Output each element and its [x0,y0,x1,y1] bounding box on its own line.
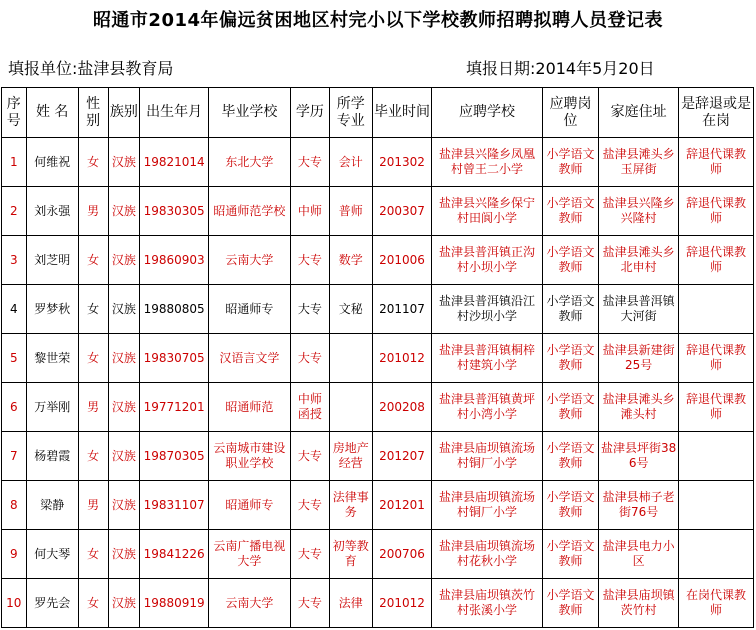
table-row [2,579,754,628]
cell-school: 昭通师范学校 [208,187,290,236]
cell-post: 小学语文教师 [542,432,598,481]
cell-apply: 盐津县普洱镇桐梓村建筑小学 [432,334,543,383]
cell-grad: 200208 [372,383,431,432]
cell-status [679,285,754,334]
cell-ethnic: 汉族 [108,481,140,530]
header-edu: 学历 [290,88,329,138]
cell-addr: 盐津县新建街25号 [599,334,679,383]
cell-status [679,530,754,579]
cell-no: 3 [2,236,27,285]
cell-school: 汉语言文学 [208,334,290,383]
cell-major: 文秘 [329,285,372,334]
recruitment-table [1,87,754,628]
cell-birth: 19830305 [140,187,209,236]
cell-ethnic: 汉族 [108,383,140,432]
cell-addr: 盐津县电力小区 [599,530,679,579]
cell-name: 杨碧霞 [26,432,78,481]
cell-sex: 男 [78,187,108,236]
cell-apply: 盐津县兴隆乡保宁村田阆小学 [432,187,543,236]
cell-name: 刘芝明 [26,236,78,285]
cell-no: 5 [2,334,27,383]
table-row [2,187,754,236]
cell-major: 初等教育 [329,530,372,579]
cell-school: 昭通师专 [208,481,290,530]
cell-grad: 201012 [372,334,431,383]
cell-birth: 19880805 [140,285,209,334]
cell-birth: 19841226 [140,530,209,579]
cell-birth: 19860903 [140,236,209,285]
header-no: 序号 [2,88,27,138]
cell-sex: 女 [78,530,108,579]
cell-sex: 男 [78,481,108,530]
cell-name: 刘永强 [26,187,78,236]
cell-birth: 19821014 [140,138,209,187]
cell-edu: 大专 [290,138,329,187]
cell-post: 小学语文教师 [542,285,598,334]
cell-ethnic: 汉族 [108,432,140,481]
cell-edu: 大专 [290,334,329,383]
cell-name: 罗先会 [26,579,78,628]
cell-edu: 中师函授 [290,383,329,432]
cell-name: 黎世荣 [26,334,78,383]
cell-status: 在岗代课教师 [679,579,754,628]
cell-status: 辞退代课教师 [679,187,754,236]
cell-apply: 盐津县普洱镇沿江村沙坝小学 [432,285,543,334]
cell-no: 8 [2,481,27,530]
cell-addr: 盐津县兴隆乡兴隆村 [599,187,679,236]
cell-apply: 盐津县庙坝镇流场村铜厂小学 [432,432,543,481]
table-row [2,285,754,334]
cell-grad: 201207 [372,432,431,481]
cell-major: 数学 [329,236,372,285]
cell-birth: 19830705 [140,334,209,383]
cell-post: 小学语文教师 [542,481,598,530]
cell-major: 会计 [329,138,372,187]
cell-ethnic: 汉族 [108,187,140,236]
cell-sex: 女 [78,138,108,187]
cell-status: 辞退代课教师 [679,236,754,285]
cell-post: 小学语文教师 [542,138,598,187]
cell-school: 云南大学 [208,579,290,628]
cell-school: 东北大学 [208,138,290,187]
cell-sex: 女 [78,285,108,334]
cell-ethnic: 汉族 [108,530,140,579]
cell-grad: 201107 [372,285,431,334]
header-name: 姓 名 [26,88,78,138]
cell-ethnic: 汉族 [108,138,140,187]
cell-status [679,481,754,530]
cell-apply: 盐津县庙坝镇流场村花秋小学 [432,530,543,579]
cell-apply: 盐津县普洱镇黄坪村小湾小学 [432,383,543,432]
cell-status: 辞退代课教师 [679,383,754,432]
cell-apply: 盐津县普洱镇正沟村小坝小学 [432,236,543,285]
cell-grad: 201012 [372,579,431,628]
cell-addr: 盐津县滩头乡玉屏街 [599,138,679,187]
cell-name: 梁静 [26,481,78,530]
cell-sex: 女 [78,236,108,285]
header-address: 家庭住址 [599,88,679,138]
cell-sex: 女 [78,579,108,628]
cell-school: 昭通师范 [208,383,290,432]
cell-sex: 男 [78,383,108,432]
cell-ethnic: 汉族 [108,236,140,285]
cell-no: 4 [2,285,27,334]
cell-sex: 女 [78,432,108,481]
cell-school: 云南城市建设职业学校 [208,432,290,481]
cell-no: 10 [2,579,27,628]
table-row [2,138,754,187]
cell-name: 何大琴 [26,530,78,579]
cell-birth: 19880919 [140,579,209,628]
cell-no: 6 [2,383,27,432]
cell-birth: 19771201 [140,383,209,432]
table-row [2,236,754,285]
cell-addr: 盐津县庙坝镇茨竹村 [599,579,679,628]
cell-ethnic: 汉族 [108,579,140,628]
cell-major: 房地产经营 [329,432,372,481]
reporting-unit: 填报单位:盐津县教育局 [8,59,174,78]
cell-apply: 盐津县庙坝镇流场村铜厂小学 [432,481,543,530]
header-row [2,88,754,138]
table-row [2,383,754,432]
cell-ethnic: 汉族 [108,285,140,334]
cell-birth: 19870305 [140,432,209,481]
cell-addr: 盐津县滩头乡北申村 [599,236,679,285]
cell-post: 小学语文教师 [542,187,598,236]
header-sex: 性别 [78,88,108,138]
header-school: 毕业学校 [208,88,290,138]
header-ethnic: 族别 [108,88,140,138]
cell-ethnic: 汉族 [108,334,140,383]
cell-edu: 大专 [290,236,329,285]
cell-grad: 201201 [372,481,431,530]
cell-apply: 盐津县庙坝镇茨竹村张溪小学 [432,579,543,628]
header-major: 所学专业 [329,88,372,138]
cell-edu: 大专 [290,481,329,530]
cell-school: 云南大学 [208,236,290,285]
cell-grad: 200307 [372,187,431,236]
cell-school: 昭通师专 [208,285,290,334]
cell-grad: 200706 [372,530,431,579]
table-row [2,432,754,481]
header-grad: 毕业时间 [372,88,431,138]
cell-grad: 201302 [372,138,431,187]
cell-major [329,383,372,432]
cell-name: 何维祝 [26,138,78,187]
header-status: 是辞退或是在岗 [679,88,754,138]
header-birth: 出生年月 [140,88,209,138]
cell-post: 小学语文教师 [542,383,598,432]
cell-post: 小学语文教师 [542,236,598,285]
header-apply-school: 应聘学校 [432,88,543,138]
header-post: 应聘岗位 [542,88,598,138]
cell-post: 小学语文教师 [542,579,598,628]
table-row [2,334,754,383]
cell-apply: 盐津县兴隆乡凤凰村曾王二小学 [432,138,543,187]
cell-grad: 201006 [372,236,431,285]
cell-sex: 女 [78,334,108,383]
cell-post: 小学语文教师 [542,530,598,579]
cell-addr: 盐津县坪街386号 [599,432,679,481]
cell-addr: 盐津县普洱镇大河街 [599,285,679,334]
table-row [2,481,754,530]
cell-edu: 中师 [290,187,329,236]
cell-edu: 大专 [290,530,329,579]
cell-post: 小学语文教师 [542,334,598,383]
cell-major [329,334,372,383]
cell-no: 2 [2,187,27,236]
cell-major: 普师 [329,187,372,236]
cell-school: 云南广播电视大学 [208,530,290,579]
page-title: 昭通市2014年偏远贫困地区村完小以下学校教师招聘拟聘人员登记表 [92,10,664,31]
cell-major: 法律 [329,579,372,628]
reporting-date: 填报日期:2014年5月20日 [466,59,655,78]
cell-edu: 大专 [290,285,329,334]
cell-edu: 大专 [290,432,329,481]
cell-status [679,432,754,481]
cell-no: 7 [2,432,27,481]
cell-no: 9 [2,530,27,579]
cell-status: 辞退代课教师 [679,334,754,383]
cell-no: 1 [2,138,27,187]
cell-name: 万举刚 [26,383,78,432]
cell-addr: 盐津县柿子老街76号 [599,481,679,530]
cell-name: 罗梦秋 [26,285,78,334]
cell-birth: 19831107 [140,481,209,530]
cell-major: 法律事务 [329,481,372,530]
cell-edu: 大专 [290,579,329,628]
cell-addr: 盐津县滩头乡滩头村 [599,383,679,432]
table-row [2,530,754,579]
cell-status: 辞退代课教师 [679,138,754,187]
